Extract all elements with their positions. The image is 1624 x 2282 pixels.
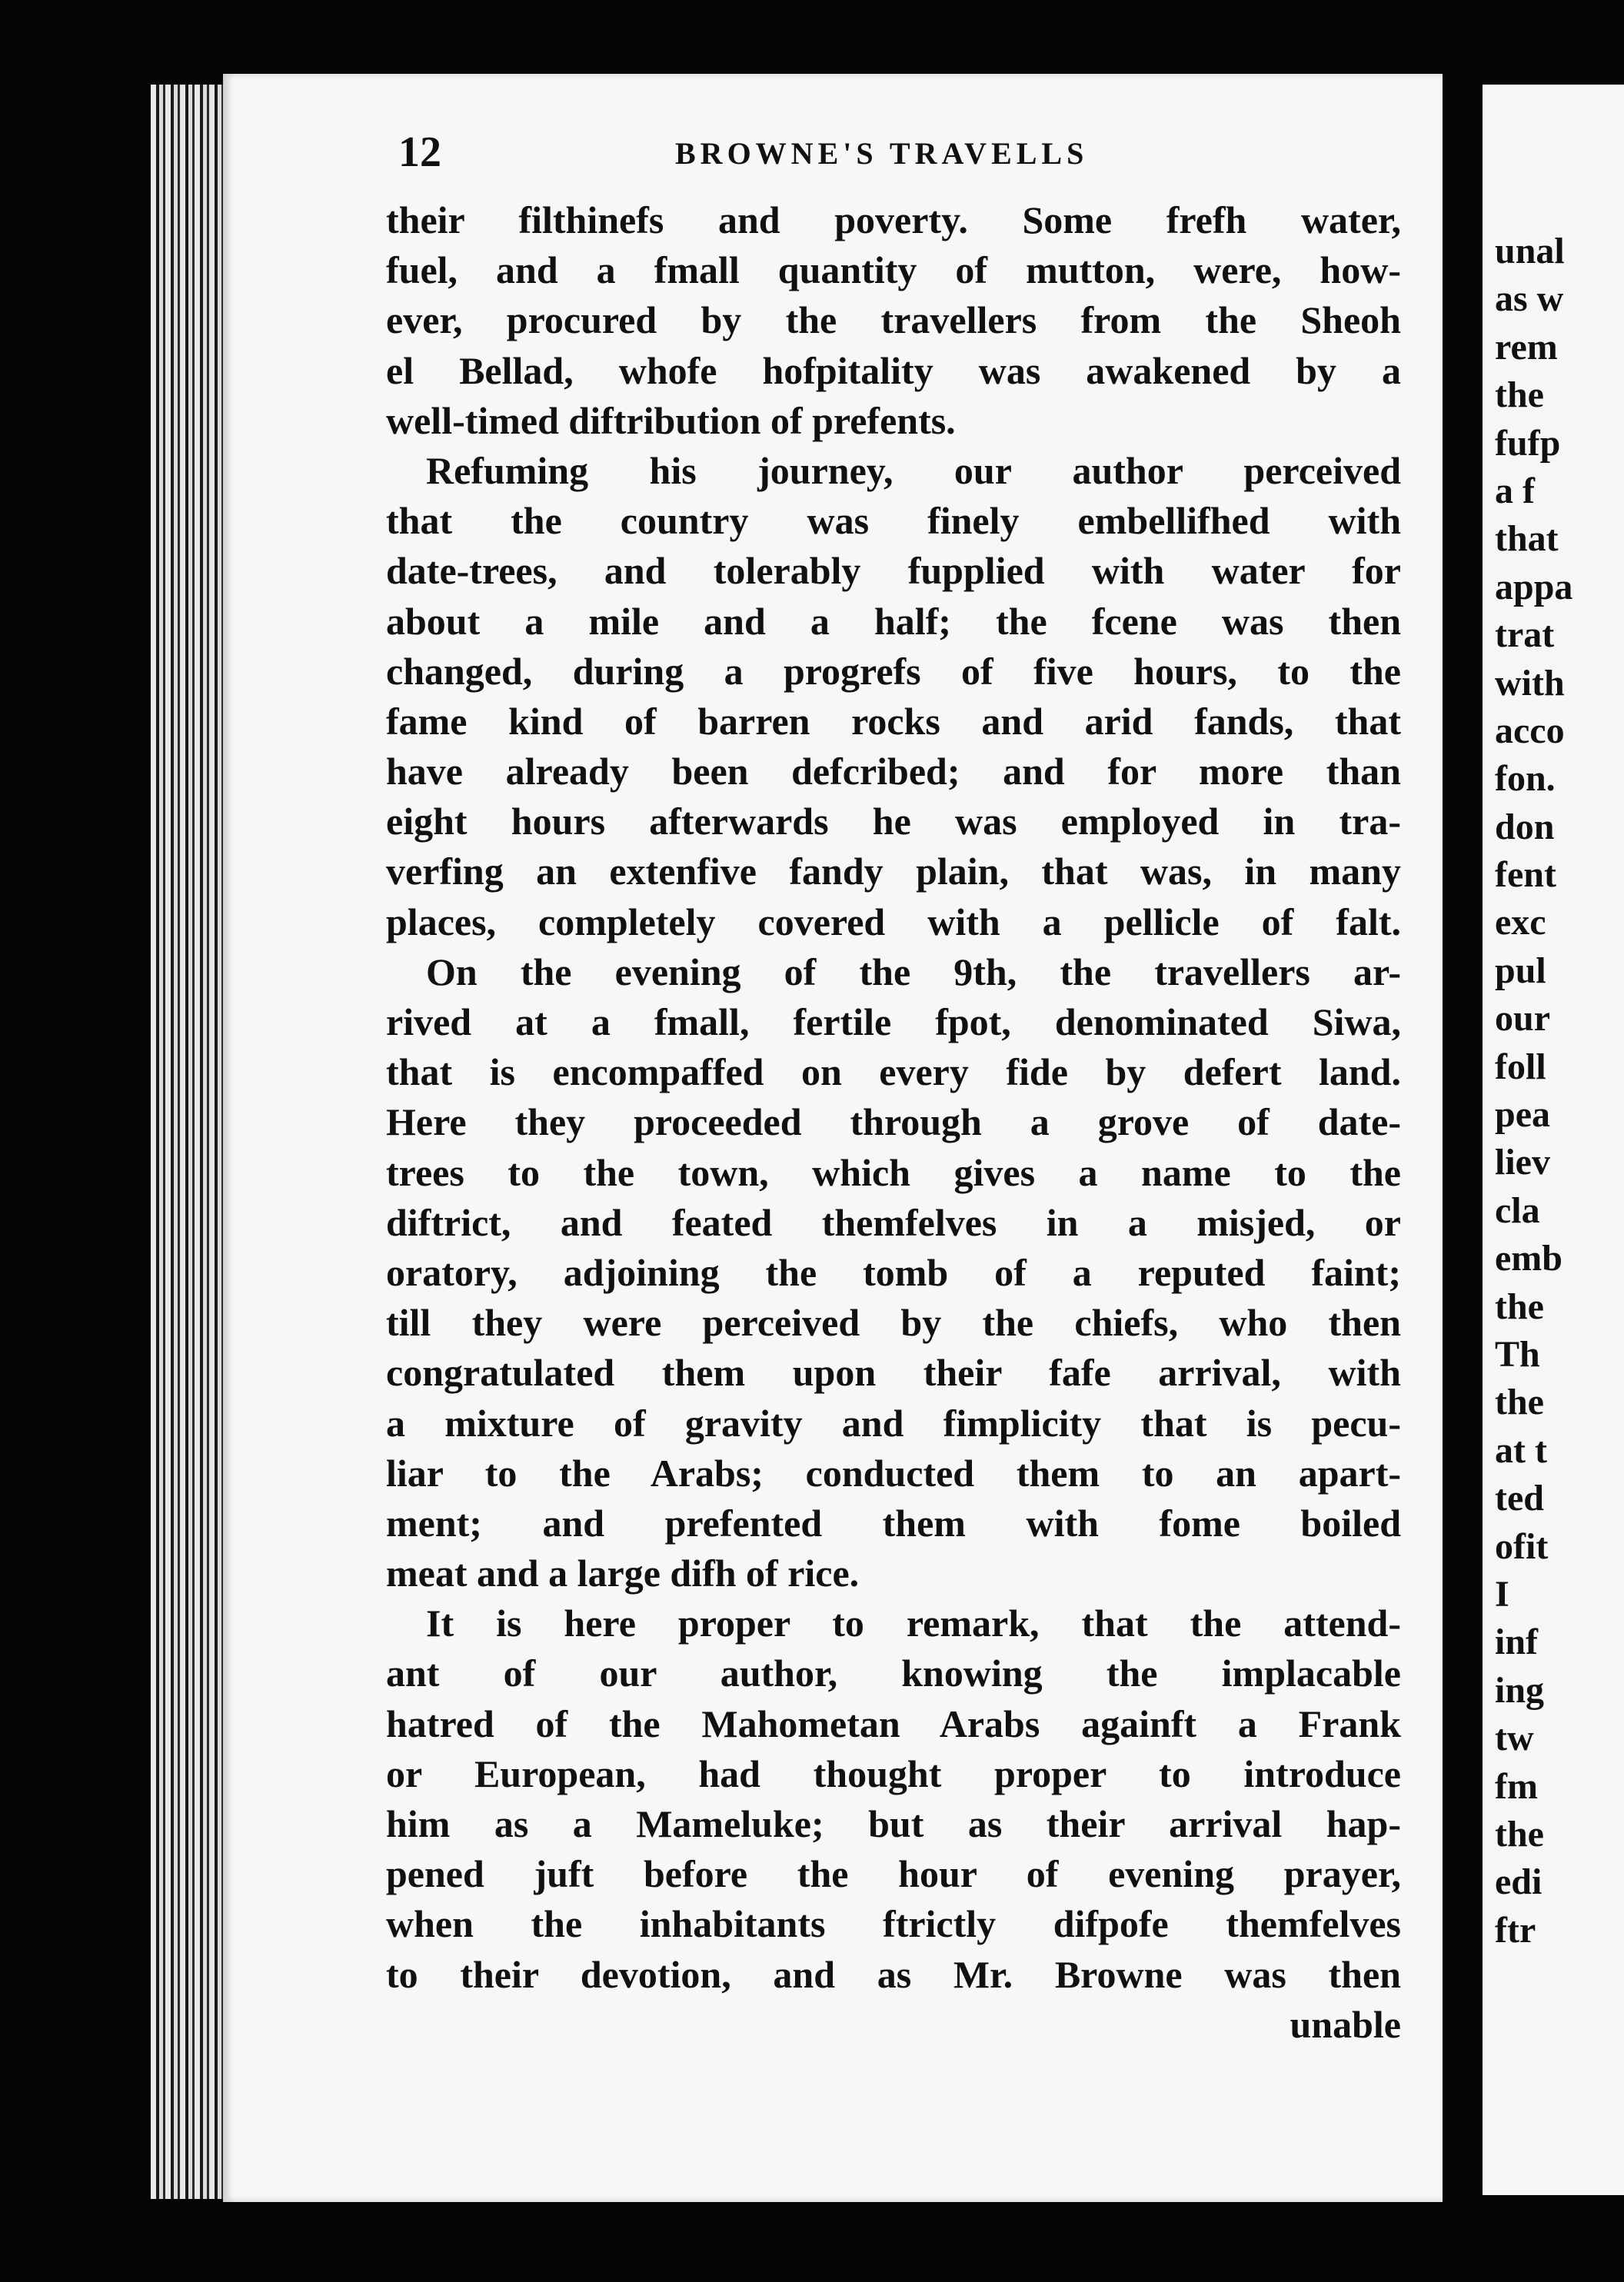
facing-text-line: the — [1495, 1382, 1544, 1423]
text-line: or European, had thought proper to introduce — [386, 1751, 1401, 1795]
facing-text-line: edi — [1495, 1861, 1542, 1903]
facing-text-line: ted — [1495, 1478, 1544, 1519]
text-line: date-trees, and tolerably fupplied with water for — [386, 549, 1401, 593]
facing-text-line: that — [1495, 518, 1559, 560]
text-line: hatred of the Mahometan Arabs againft a Frank — [386, 1702, 1401, 1745]
text-line: liar to the Arabs; conducted them to an apart- — [386, 1451, 1401, 1495]
facing-text-line: fm — [1495, 1765, 1538, 1807]
facing-text-line: at t — [1495, 1429, 1547, 1471]
text-line: till they were perceived by the chiefs, who then — [386, 1301, 1401, 1345]
text-line: oratory, adjoining the tomb of a reputed faint; — [386, 1250, 1401, 1294]
text-line: well-timed diftribution of prefents. — [386, 398, 956, 442]
facing-text-line: exc — [1495, 902, 1546, 943]
facing-text-line: the — [1495, 1286, 1544, 1327]
text-line: him as a Mameluke; but as their arrival hap- — [386, 1802, 1401, 1845]
text-line: a mixture of gravity and fimplicity that is pecu- — [386, 1401, 1401, 1445]
text-line: ant of our author, knowing the implacable — [386, 1652, 1401, 1695]
facing-text-line: the — [1495, 1813, 1544, 1855]
text-line: places, completely covered with a pellicle of falt. — [386, 900, 1401, 943]
facing-page-text — [1483, 228, 1572, 1954]
catchword: unable — [1290, 2002, 1401, 2046]
text-line: verfing an extenfive fandy plain, that was, in many — [386, 850, 1401, 893]
text-line: changed, during a progrefs of five hours, to the — [386, 649, 1401, 693]
facing-text-line: appa — [1495, 566, 1573, 607]
facing-text-line: foll — [1495, 1046, 1546, 1087]
facing-text-line: the — [1495, 374, 1544, 416]
text-line: pened juft before the hour of evening prayer, — [386, 1852, 1401, 1896]
text-line: their filthinefs and poverty. Some frefh water, — [386, 198, 1401, 241]
page-number: 12 — [398, 128, 441, 176]
text-line: congratulated them upon their fafe arrival, with — [386, 1351, 1401, 1395]
facing-text-line: fufp — [1495, 422, 1561, 464]
text-line: have already been defcribed; and for more than — [386, 750, 1401, 793]
facing-text-line: fon. — [1495, 758, 1556, 800]
text-line: when the inhabitants ftrictly difpofe themfelves — [386, 1902, 1401, 1946]
text-line: el Bellad, whofe hofpitality was awakened by a — [386, 348, 1401, 392]
facing-text-line: acco — [1495, 710, 1565, 751]
text-line: eight hours afterwards he was employed in tra- — [386, 800, 1401, 843]
text-line: fame kind of barren rocks and arid fands, that — [386, 699, 1401, 743]
text-line: diftrict, and feated themfelves in a misjed, or — [386, 1200, 1401, 1244]
page-body-text — [386, 195, 1401, 2050]
text-line: fuel, and a fmall quantity of mutton, were, how- — [386, 248, 1401, 292]
facing-text-line: ofit — [1495, 1525, 1549, 1567]
text-line: ever, procured by the travellers from the Sheoh — [386, 298, 1401, 342]
facing-text-line: pul — [1495, 950, 1546, 991]
facing-text-line: inf — [1495, 1622, 1539, 1663]
facing-text-line: as w — [1495, 278, 1564, 320]
running-title: BROWNE'S TRAVELLS — [675, 136, 1089, 171]
text-line: rived at a fmall, fertile fpot, denominated Siwa, — [386, 1000, 1401, 1043]
text-line: meat and a large difh of rice. — [386, 1552, 860, 1595]
facing-text-line: liev — [1495, 1142, 1550, 1183]
facing-text-line: I — [1495, 1573, 1509, 1615]
text-line: to their devotion, and as Mr. Browne was then — [386, 1952, 1401, 1996]
text-line: about a mile and a half; the fcene was then — [386, 599, 1401, 643]
text-line: On the evening of the 9th, the travellers ar- — [426, 950, 1401, 993]
facing-text-line: with — [1495, 662, 1565, 704]
facing-text-line: pea — [1495, 1094, 1550, 1136]
text-line: Here they proceeded through a grove of date- — [386, 1100, 1401, 1144]
facing-text-line: Th — [1495, 1333, 1540, 1375]
facing-text-line: a f — [1495, 470, 1535, 511]
text-line: that is encompaffed on every fide by defert land. — [386, 1050, 1401, 1094]
text-line: trees to the town, which gives a name to the — [386, 1150, 1401, 1194]
text-line: It is here proper to remark, that the attend- — [426, 1602, 1401, 1645]
facing-text-line: tw — [1495, 1718, 1534, 1759]
facing-text-line: unal — [1495, 231, 1565, 271]
facing-text-line: rem — [1495, 326, 1558, 368]
facing-text-line: trat — [1495, 614, 1555, 656]
facing-text-line: our — [1495, 998, 1550, 1040]
facing-text-line: ing — [1495, 1669, 1545, 1711]
text-line: Refuming his journey, our author perceived — [426, 448, 1401, 492]
facing-text-line: don — [1495, 806, 1555, 847]
facing-text-line: fent — [1495, 854, 1556, 896]
facing-text-line: emb — [1495, 1238, 1562, 1279]
page-header — [398, 128, 1444, 197]
text-line: ment; and prefented them with fome boiled — [386, 1501, 1401, 1545]
book-page-left — [223, 74, 1443, 2202]
facing-text-line: ftr — [1495, 1909, 1536, 1951]
facing-text-line: cla — [1495, 1189, 1540, 1231]
text-line: that the country was finely embellifhed with — [386, 499, 1401, 543]
book-page-right-partial — [1483, 85, 1624, 2195]
